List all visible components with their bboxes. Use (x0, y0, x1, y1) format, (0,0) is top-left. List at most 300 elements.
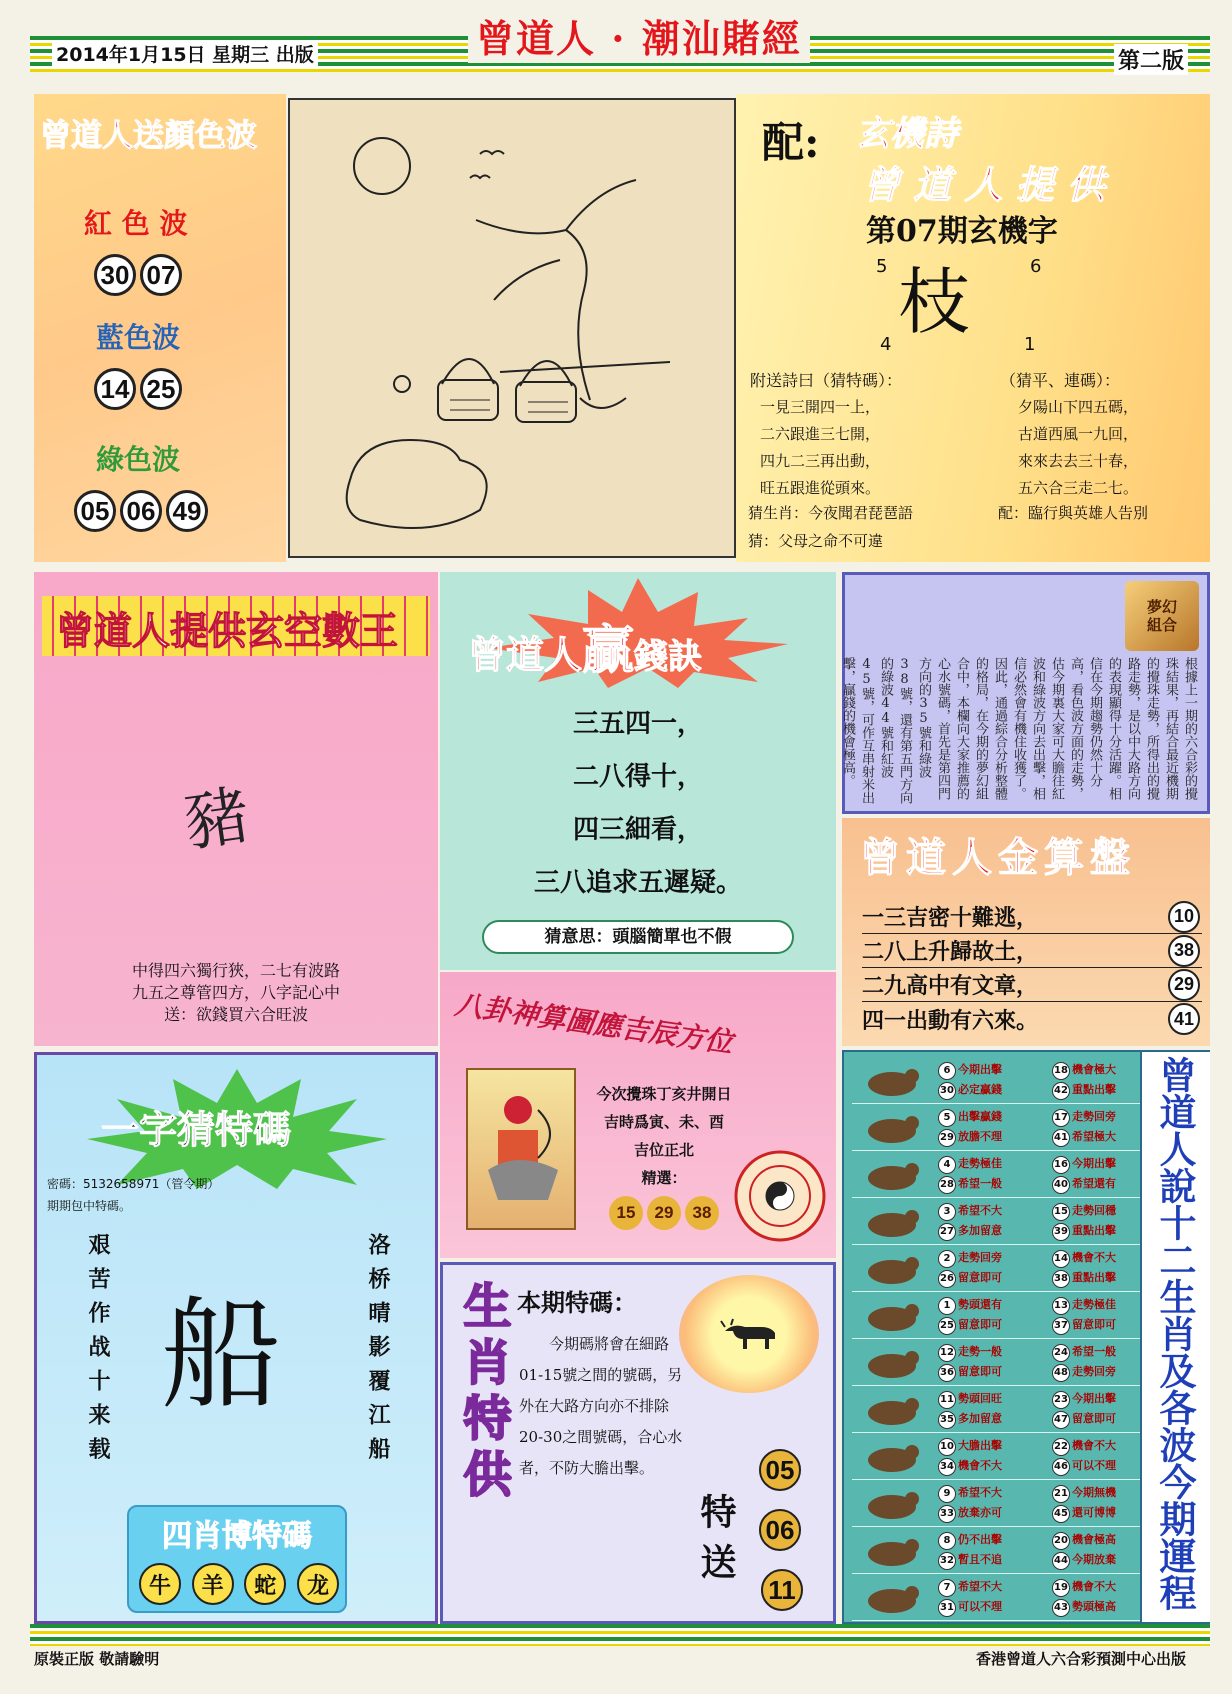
zodiac-forecast-line (1052, 1127, 1116, 1147)
ox-icon (719, 1313, 779, 1353)
zodiac-forecast-text: 多加留意 (958, 1412, 1002, 1425)
ox-icon (860, 1107, 924, 1147)
zodiac-forecast-text: 重點出擊 (1072, 1224, 1116, 1237)
bagua-info (574, 1080, 754, 1230)
zodiac-row (852, 1434, 1152, 1480)
poem-left-head: 附送詩曰（猜特碼）： (750, 371, 903, 390)
zodiac-row (852, 1199, 1152, 1245)
zodiac-forecast-text: 大膽出擊 (958, 1439, 1002, 1452)
win-line: 二八得十， (572, 762, 703, 792)
bagua-ball: 38 (685, 1196, 719, 1230)
zodiac-forecast-line (1052, 1107, 1116, 1127)
zodiac-forecast (1052, 1530, 1116, 1570)
zodiac-num: 25 (938, 1317, 956, 1335)
poem-line: 一見三開四一上， (760, 398, 881, 416)
green-wave-label: 綠色波 (96, 443, 181, 476)
green-wave-balls (72, 490, 210, 532)
poem-panel (736, 94, 1210, 562)
zodiac-num: 3 (938, 1203, 956, 1221)
bagua-line: 吉位正北 (633, 1141, 694, 1159)
pair-line: 配：臨行與英雄人告別 (998, 504, 1149, 522)
poem-issue: 第07期玄機字 (866, 214, 1058, 249)
zodiac-special-nums (759, 1449, 805, 1611)
zodiac-table-panel (842, 1050, 1210, 1624)
corner-num: 5 (876, 256, 888, 277)
win-line: 三八追求五遲疑。 (533, 868, 742, 898)
zodiac-forecast-line (1052, 1503, 1116, 1523)
zodiac-forecast-text: 勢頭還有 (958, 1298, 1002, 1311)
zodiac-row (852, 1293, 1152, 1339)
poem-line: 五六合三走二七。 (1018, 479, 1139, 497)
bagua-line: 精選： (641, 1169, 687, 1187)
green-ball: 05 (74, 490, 116, 532)
zodiac-forecast-line (1052, 1389, 1116, 1409)
zodiac-forecast-line (938, 1597, 1002, 1617)
zodiac-forecast-line (938, 1201, 1002, 1221)
zodiac-forecast (1052, 1295, 1116, 1335)
bagua-panel (440, 972, 836, 1258)
poem-title: 玄機詩 (856, 114, 958, 154)
zodiac-forecast-line (1052, 1597, 1116, 1617)
zodiac-forecast-line (938, 1389, 1002, 1409)
zodiac-forecast-text: 可以不理 (958, 1600, 1002, 1613)
abacus-row (862, 968, 1202, 1002)
zodiac-forecast (938, 1436, 1002, 1476)
zodiac-forecast-line (1052, 1456, 1116, 1476)
zodiac-num: 44 (1052, 1552, 1070, 1570)
zodiac-num: 14 (1052, 1250, 1070, 1268)
zodiac-forecast-text: 出擊贏錢 (958, 1110, 1002, 1123)
dragon-icon (860, 1248, 924, 1288)
zodiac-special-side-title: 生肖特供 (455, 1281, 511, 1505)
zodiac-num: 37 (1052, 1317, 1070, 1335)
footer-stripe (30, 1624, 1210, 1646)
green-ball: 49 (166, 490, 208, 532)
zodiac-forecast-line (1052, 1295, 1116, 1315)
red-ball: 30 (94, 254, 136, 296)
four-zodiac-item: 蛇 (244, 1563, 286, 1605)
zodiac-forecast-text: 希望一般 (1072, 1345, 1116, 1358)
zodiac-forecast (938, 1295, 1002, 1335)
zodiac-forecast-line (938, 1577, 1002, 1597)
xuankong-title: 曾道人提供玄空數王 (56, 608, 399, 653)
sketch-illustration (290, 100, 734, 556)
bagua-line: 吉時爲寅、未、酉 (603, 1113, 724, 1131)
xuankong-glyph: 豬 (179, 778, 254, 862)
code-line: 密碼：5132658971（管令期） (47, 1177, 220, 1191)
dream-badge-text: 夢幻組合 (1146, 598, 1177, 634)
zodiac-special-panel (440, 1262, 836, 1624)
zodiac-forecast (1052, 1201, 1116, 1241)
blue-wave-balls (92, 368, 184, 410)
zodiac-forecast-text: 暫且不追 (958, 1553, 1002, 1566)
poem-line: 四九二三再出動， (760, 452, 881, 470)
code-line: 期期包中特碼。 (47, 1199, 132, 1213)
zodiac-num: 47 (1052, 1411, 1070, 1429)
zodiac-forecast-line (938, 1342, 1002, 1362)
zodiac-row (852, 1528, 1152, 1574)
zodiac-num: 30 (938, 1082, 956, 1100)
zodiac-forecast-line (938, 1154, 1002, 1174)
zodiac-forecast-text: 可以不理 (1072, 1459, 1116, 1472)
zodiac-forecast-text: 必定贏錢 (958, 1083, 1002, 1096)
zodiac-forecast-line (1052, 1174, 1116, 1194)
win-title (468, 608, 702, 683)
abacus-row-text: 四一出動有六來。 (862, 1007, 1039, 1034)
zodiac-forecast-text: 留意即可 (1072, 1318, 1116, 1331)
zodiac-num: 11 (938, 1391, 956, 1409)
zodiac-num: 42 (1052, 1082, 1070, 1100)
zodiac-forecast-text: 走勢回穩 (1072, 1204, 1116, 1217)
zodiac-forecast-line (938, 1456, 1002, 1476)
four-zodiac-item: 龙 (297, 1563, 339, 1605)
zodiac-forecast-line (1052, 1436, 1116, 1456)
corner-num: 4 (880, 334, 892, 355)
color-wave-title: 曾道人送顏色波 (40, 118, 257, 154)
zodiac-forecast-text: 放膽不理 (958, 1130, 1002, 1143)
zodiac-num: 16 (1052, 1156, 1070, 1174)
zodiac-num: 22 (1052, 1438, 1070, 1456)
zodiac-forecast-line (1052, 1221, 1116, 1241)
zodiac-forecast-text: 重點出擊 (1072, 1083, 1116, 1096)
zodiac-forecast (1052, 1577, 1116, 1617)
poem-left-lines (760, 394, 880, 502)
zodiac-forecast-line (938, 1550, 1002, 1570)
xuankong-line: 送：欲錢買六合旺波 (163, 1005, 308, 1024)
zodiac-forecast-line (938, 1436, 1002, 1456)
zodiac-rows (844, 1052, 1144, 1622)
zodiac-forecast-text: 希望不大 (958, 1486, 1002, 1499)
guess-line: 猜：父母之命不可違 (748, 532, 884, 550)
zodiac-forecast-line (938, 1503, 1002, 1523)
goat-icon (860, 1389, 924, 1429)
zodiac-forecast (938, 1577, 1002, 1617)
xuankong-panel (34, 572, 438, 1046)
zodiac-forecast-text: 還可博博 (1072, 1506, 1116, 1519)
zodiac-forecast-line (1052, 1483, 1116, 1503)
four-zodiac-item: 羊 (192, 1563, 234, 1605)
poem-line: 古道西風一九回， (1018, 425, 1139, 443)
abacus-rows (862, 900, 1202, 1036)
zodiac-forecast-text: 走勢極佳 (958, 1157, 1002, 1170)
zodiac-row (852, 1058, 1152, 1104)
zodiac-num: 17 (1052, 1109, 1070, 1127)
zodiac-num: 48 (1052, 1364, 1070, 1382)
zodiac-forecast-line (1052, 1080, 1116, 1100)
zodiac-num: 20 (1052, 1532, 1070, 1550)
zodiac-forecast-line (1052, 1154, 1116, 1174)
sketch-panel (288, 98, 736, 558)
zodiac-num: 21 (1052, 1485, 1070, 1503)
zodiac-flower (679, 1275, 819, 1393)
monkey-icon (860, 1436, 924, 1476)
zodiac-num: 43 (1052, 1599, 1070, 1617)
zodiac-forecast-text: 今期出擊 (958, 1063, 1002, 1076)
special-ball: 05 (759, 1449, 801, 1491)
win-title-b: 贏 (582, 620, 635, 681)
zodiac-forecast-text: 希望一般 (958, 1177, 1002, 1190)
bagua-line: 今次攪珠丁亥井開日 (596, 1085, 732, 1103)
zodiac-forecast-text: 機會不大 (1072, 1439, 1116, 1452)
zodiac-num: 33 (938, 1505, 956, 1523)
zodiac-row (852, 1105, 1152, 1151)
zodiac-num: 28 (938, 1176, 956, 1194)
zodiac-forecast (938, 1201, 1002, 1241)
zodiac-forecast-line (1052, 1342, 1116, 1362)
abacus-row (862, 900, 1202, 934)
zodiac-special-title: 本期特碼： (517, 1289, 637, 1317)
zodiac-forecast-line (1052, 1362, 1116, 1382)
zodiac-forecast (938, 1389, 1002, 1429)
zodiac-forecast-line (1052, 1577, 1116, 1597)
zodiac-num: 29 (938, 1129, 956, 1147)
zodiac-forecast-text: 多加留意 (958, 1224, 1002, 1237)
one-char-panel (34, 1052, 438, 1624)
bagua-ball: 29 (647, 1196, 681, 1230)
zodiac-forecast-text: 今期放棄 (1072, 1553, 1116, 1566)
snake-icon (860, 1295, 924, 1335)
abacus-row-text: 二八上升歸故土， (862, 939, 1039, 965)
zodiac-forecast (1052, 1154, 1116, 1194)
zodiac-forecast-text: 勢頭回旺 (958, 1392, 1002, 1405)
zodiac-forecast-line (938, 1221, 1002, 1241)
zodiac-row (852, 1387, 1152, 1433)
zodiac-num: 15 (1052, 1203, 1070, 1221)
rat-icon (860, 1060, 924, 1100)
zodiac-num: 35 (938, 1411, 956, 1429)
blue-ball: 14 (94, 368, 136, 410)
zodiac-forecast-text: 機會不大 (1072, 1251, 1116, 1264)
tiger-icon (860, 1154, 924, 1194)
zodiac-forecast (1052, 1060, 1116, 1100)
poem-provider: 曾 道 人 提 供 (862, 162, 1105, 207)
zodiac-forecast (938, 1530, 1002, 1570)
special-ball: 11 (761, 1569, 803, 1611)
zodiac-num: 26 (938, 1270, 956, 1288)
zodiac-forecast-text: 留意即可 (958, 1365, 1002, 1378)
zodiac-num: 19 (1052, 1579, 1070, 1597)
zodiac-forecast-line (938, 1107, 1002, 1127)
dream-text: 根據上一期的六合彩的攪珠結果，再結合最近機期的攪珠走勢，所得出的攪路走勢，是以中大路方向的表現顯得十分活躍。相信在今期趨勢仍然十分高，看色波方面的走勢，估今期裏大家可大膽往紅波和綠波方向去出擊，相信必然會有機住收獲了。因此，通過綜合分析整體的格局，在今期的夢幻組合中，本欄向大家推薦的心水號碼，首先是第四門方向的35號和綠波38號，還有第五門方向的綠波44號和紅波45號，可作互串射米出擊，贏錢的機會極高。 (840, 657, 1197, 804)
poem-line: 夕陽山下四五碼， (1018, 398, 1139, 416)
dream-panel (842, 572, 1210, 814)
zodiac-forecast-line (938, 1060, 1002, 1080)
red-ball: 07 (140, 254, 182, 296)
pair-label: 配: (762, 118, 820, 167)
blue-wave-label: 藍色波 (96, 321, 181, 354)
zodiac-forecast (1052, 1389, 1116, 1429)
footer-left: 原裝正版 敬請驗明 (34, 1650, 160, 1668)
zodiac-forecast (938, 1342, 1002, 1382)
guess-zodiac: 猜生肖：今夜聞君琵琶語 (748, 504, 914, 522)
zodiac-forecast-text: 走勢一般 (958, 1345, 1002, 1358)
corner-num: 6 (1030, 256, 1042, 277)
zodiac-forecast (1052, 1483, 1116, 1523)
zodiac-forecast-text: 機會極高 (1072, 1533, 1116, 1546)
zodiac-num: 46 (1052, 1458, 1070, 1476)
header-date: 2014年1月15日 星期三 出版 (52, 40, 318, 67)
zodiac-forecast-line (938, 1362, 1002, 1382)
horse-icon (860, 1342, 924, 1382)
zodiac-forecast-line (938, 1080, 1002, 1100)
zodiac-forecast-line (938, 1295, 1002, 1315)
zodiac-forecast-text: 走勢極佳 (1072, 1298, 1116, 1311)
zodiac-forecast-text: 今期無機 (1072, 1486, 1116, 1499)
zodiac-num: 27 (938, 1223, 956, 1241)
zodiac-forecast-line (938, 1315, 1002, 1335)
one-char-glyph: 船 (161, 1286, 281, 1425)
poem-line: 二六跟進三七開， (760, 425, 881, 443)
four-zodiac-box (127, 1505, 347, 1613)
win-money-panel (440, 572, 836, 970)
zodiac-num: 18 (1052, 1062, 1070, 1080)
zodiac-side-title: 曾道人說十二生肖及各波今期運程 (1153, 1056, 1197, 1611)
zodiac-forecast-line (938, 1530, 1002, 1550)
abacus-ball: 29 (1168, 969, 1200, 1001)
zodiac-num: 40 (1052, 1176, 1070, 1194)
xuankong-line: 中得四六獨行狹，二七有波路 (131, 961, 340, 980)
zodiac-forecast-text: 希望極大 (1072, 1130, 1116, 1143)
zodiac-num: 2 (938, 1250, 956, 1268)
poem-line: 旺五跟進從頭來。 (760, 479, 881, 497)
bagua-title: 八卦神算圖應吉辰方位 (452, 987, 735, 1060)
zodiac-forecast-line (938, 1409, 1002, 1429)
zodiac-forecast-text: 留意即可 (1072, 1412, 1116, 1425)
zodiac-forecast-text: 仍不出擊 (958, 1533, 1002, 1546)
zodiac-num: 41 (1052, 1129, 1070, 1147)
blue-ball: 25 (140, 368, 182, 410)
zodiac-forecast-line (1052, 1060, 1116, 1080)
footer-right: 香港曾道人六合彩預測中心出版 (976, 1650, 1187, 1668)
zodiac-num: 5 (938, 1109, 956, 1127)
special-ball: 06 (759, 1509, 801, 1551)
abacus-ball: 38 (1168, 935, 1200, 967)
zodiac-num: 23 (1052, 1391, 1070, 1409)
zodiac-num: 10 (938, 1438, 956, 1456)
one-char-title: 一字猜特碼 (101, 1107, 292, 1152)
zodiac-forecast (1052, 1342, 1116, 1382)
abacus-row-text: 二九高中有文章， (862, 973, 1039, 999)
zodiac-num: 38 (1052, 1270, 1070, 1288)
zodiac-forecast-text: 走勢回旁 (1072, 1110, 1116, 1123)
corner-num: 1 (1024, 334, 1036, 355)
zodiac-forecast-line (938, 1174, 1002, 1194)
color-wave-panel (34, 94, 286, 562)
zodiac-num: 1 (938, 1297, 956, 1315)
four-zodiac-title: 四肖博特碼 (162, 1519, 312, 1554)
zodiac-special-body: 今期碼將會在細路01-15號之間的號碼，另外在大路方向亦不排除20-30之間號碼，合心水者，不防大膽出擊。 (519, 1335, 683, 1477)
abacus-ball: 41 (1168, 1003, 1200, 1035)
bagua-ball: 15 (609, 1196, 643, 1230)
xuankong-line: 九五之尊管四方，八字記心中 (131, 983, 340, 1002)
green-ball: 06 (120, 490, 162, 532)
zodiac-forecast-line (1052, 1268, 1116, 1288)
xuankong-lines (34, 960, 438, 1026)
bagua-balls (574, 1196, 754, 1230)
zodiac-forecast-text: 留意即可 (958, 1318, 1002, 1331)
zodiac-side-title-box (1140, 1052, 1210, 1622)
four-zodiac-item: 牛 (139, 1563, 181, 1605)
abacus-row (862, 934, 1202, 968)
zodiac-forecast-text: 放棄亦可 (958, 1506, 1002, 1519)
zodiac-row (852, 1152, 1152, 1198)
zodiac-forecast (1052, 1248, 1116, 1288)
dream-badge (1125, 581, 1199, 651)
abacus-title: 曾道人金算盤 (860, 834, 1136, 881)
zodiac-num: 13 (1052, 1297, 1070, 1315)
zodiac-send-label: 特送 (695, 1493, 737, 1593)
dog-icon (860, 1530, 924, 1570)
zodiac-forecast-text: 希望不大 (958, 1580, 1002, 1593)
zodiac-forecast (938, 1107, 1002, 1147)
zodiac-forecast-line (1052, 1248, 1116, 1268)
poem-line: 來來去去三十春， (1018, 452, 1139, 470)
zodiac-num: 7 (938, 1579, 956, 1597)
zodiac-forecast-text: 希望還有 (1072, 1177, 1116, 1190)
zodiac-num: 24 (1052, 1344, 1070, 1362)
mystery-char: 枝 (898, 260, 971, 344)
zodiac-forecast-text: 勢頭極高 (1072, 1600, 1116, 1613)
edition-label: 第二版 (1114, 44, 1188, 75)
zodiac-forecast (1052, 1436, 1116, 1476)
zodiac-forecast-line (1052, 1315, 1116, 1335)
zodiac-num: 39 (1052, 1223, 1070, 1241)
zodiac-forecast-text: 機會不大 (1072, 1580, 1116, 1593)
red-wave-label: 紅 色 波 (84, 207, 188, 240)
red-wave-balls (92, 254, 184, 296)
archer-icon (466, 1068, 576, 1230)
zodiac-row (852, 1481, 1152, 1527)
one-char-right-col: 洛桥晴影覆江船 (365, 1233, 391, 1471)
zodiac-forecast-line (938, 1127, 1002, 1147)
one-char-left-col: 艰苦作战十来载 (85, 1233, 111, 1471)
zodiac-forecast-text: 留意即可 (958, 1271, 1002, 1284)
zodiac-forecast-text: 機會不大 (958, 1459, 1002, 1472)
pig-icon (860, 1577, 924, 1617)
zodiac-num: 31 (938, 1599, 956, 1617)
win-lines (440, 698, 836, 910)
zodiac-forecast-text: 今期出擊 (1072, 1157, 1116, 1170)
zodiac-forecast (938, 1483, 1002, 1523)
abacus-row-text: 一三吉密十難逃， (862, 905, 1039, 931)
zodiac-forecast-text: 走勢回旁 (1072, 1365, 1116, 1378)
zodiac-forecast-text: 希望不大 (958, 1204, 1002, 1217)
zodiac-num: 6 (938, 1062, 956, 1080)
zodiac-forecast-line (1052, 1530, 1116, 1550)
zodiac-num: 45 (1052, 1505, 1070, 1523)
zodiac-forecast-line (1052, 1409, 1116, 1429)
zodiac-row (852, 1340, 1152, 1386)
abacus-row (862, 1002, 1202, 1036)
zodiac-forecast-text: 今期出擊 (1072, 1392, 1116, 1405)
zodiac-forecast-line (938, 1268, 1002, 1288)
zodiac-forecast-text: 重點出擊 (1072, 1271, 1116, 1284)
rooster-icon (860, 1483, 924, 1523)
zodiac-forecast-text: 機會極大 (1072, 1063, 1116, 1076)
abacus-panel (842, 818, 1210, 1046)
win-line: 四三細看， (572, 815, 703, 845)
zodiac-forecast (938, 1060, 1002, 1100)
zodiac-num: 36 (938, 1364, 956, 1382)
four-zodiac-items (137, 1563, 341, 1605)
zodiac-num: 4 (938, 1156, 956, 1174)
abacus-ball: 10 (1168, 901, 1200, 933)
rabbit-icon (860, 1201, 924, 1241)
poem-right-lines (1018, 394, 1138, 502)
poem-right-head: （猜平、連碼）： (1000, 371, 1121, 390)
zodiac-num: 34 (938, 1458, 956, 1476)
zodiac-forecast-text: 走勢回旁 (958, 1251, 1002, 1264)
